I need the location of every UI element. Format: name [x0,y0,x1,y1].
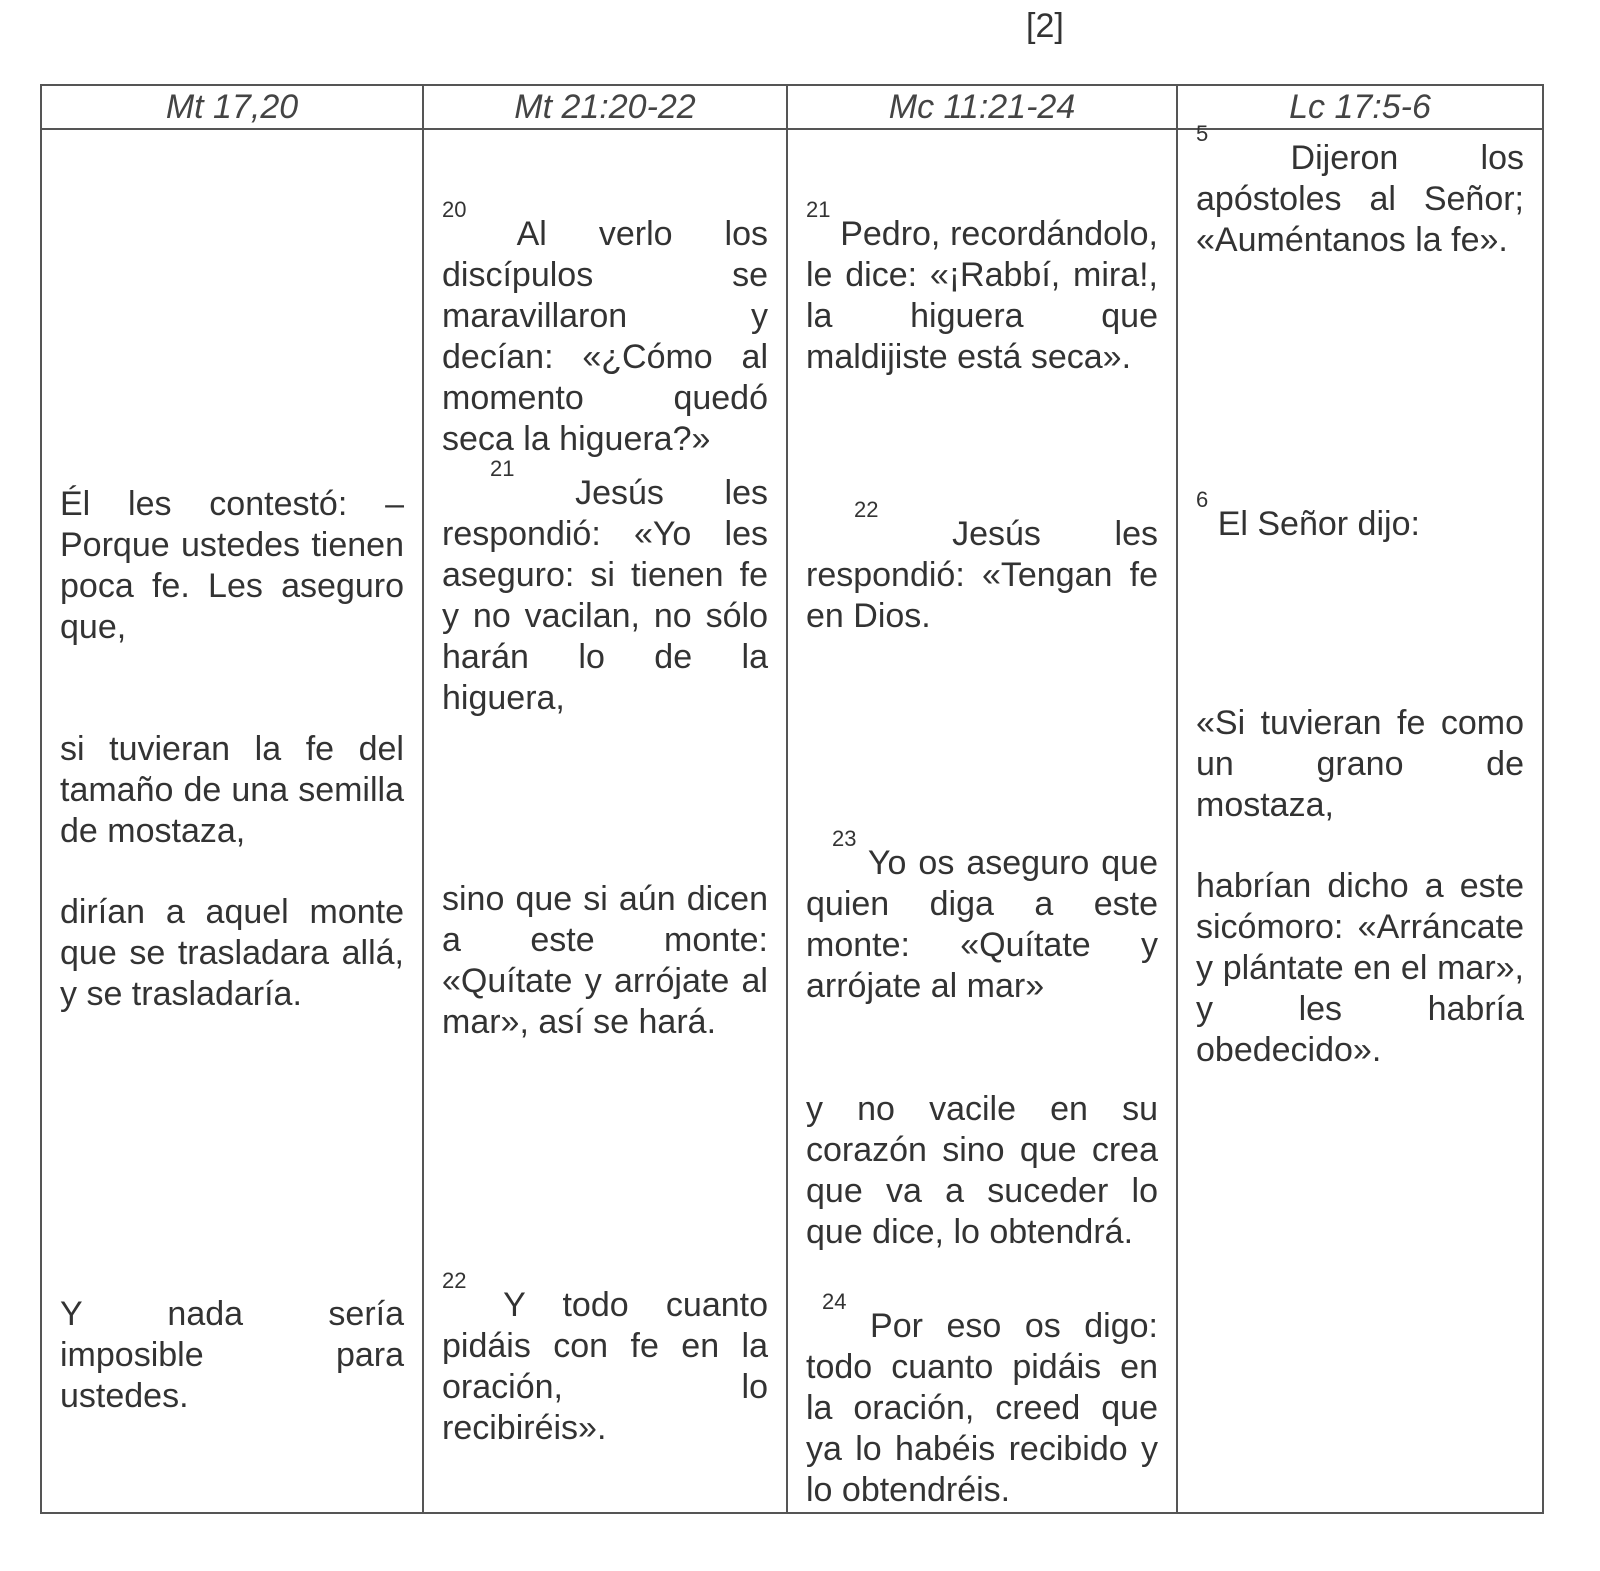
column-heading-lc17: Lc 17:5-6 [1289,88,1431,126]
passage-block: Él les contestó: – Porque ustedes tienen poca fe. Les aseguro que, [60,485,404,646]
passage-block: habrían dicho a este sicómoro: «Arráncate y plántate en el mar», y les habría obedecido». [1196,867,1524,1069]
verse-text: Y todo cuanto pidáis con fe en la oración, lo recibiréis». [442,1286,768,1447]
passage-block [1196,121,1525,261]
passage-block [442,456,769,719]
column-heading-mt21: Mt 21:20-22 [514,88,696,126]
column-divider [422,86,424,1512]
verse-number: 5 [1196,121,1209,146]
passage-block: y no vacile en su corazón sino que crea que va a suceder lo que dice, lo obtendrá. [806,1090,1158,1251]
verse-number: 23 [832,826,857,851]
passage-block [806,1289,1159,1511]
passage-block: «Si tuvieran fe como un grano de mostaza, [1196,704,1524,824]
verse-text: Dijeron los apóstoles al Señor; «Auméntanos la fe». [1196,139,1525,259]
verse-text: El Señor dijo: [1217,505,1420,543]
passage-block: dirían a aquel monte que se trasladara allá, y se trasladaría. [60,893,404,1013]
passage-block: Y nada sería imposible para ustedes. [60,1295,404,1415]
column-divider [786,86,788,1512]
verse-text: Jesús les respondió: «Yo les aseguro: si tienen fe y no vacilan, no sólo harán lo de la higuera, [442,474,769,717]
verse-text: Yo os aseguro que quien diga a este monte: «Quítate y arrójate al mar» [806,844,1158,1005]
header-divider [42,128,1542,130]
passage-block [806,826,1158,1007]
column-heading-mt17: Mt 17,20 [165,88,299,126]
passage-block [442,1268,768,1449]
passage-block [1196,487,1524,545]
footnote-reference: [2] [1026,7,1064,45]
verse-number: 6 [1196,487,1209,512]
verse-text: Pedro, recordándolo, le dice: «¡Rabbí, mira!, la higuera que maldijiste está seca». [806,215,1158,376]
gospel-comparison-table [40,84,1544,1514]
column-heading-mc11: Mc 11:21-24 [888,88,1076,126]
passage-block [806,197,1158,378]
verse-text: Jesús les respondió: «Tengan fe en Dios. [806,515,1159,635]
column-divider [1176,86,1178,1512]
verse-number: 21 [490,456,515,481]
verse-text: Al verlo los discípulos se maravillaron y decían: «¿Cómo al momento quedó seca la higuera?» [442,215,768,458]
verse-number: 21 [806,197,831,222]
passage-block [806,497,1159,637]
verse-number: 22 [854,497,879,522]
verse-number: 24 [822,1289,847,1314]
verse-text: Por eso os digo: todo cuanto pidáis en la oración, creed que ya lo habéis recibido y lo obtendréis. [806,1307,1159,1509]
passage-block [442,197,768,460]
passage-block: sino que si aún dicen a este monte: «Quítate y arrójate al mar», así se hará. [442,880,768,1041]
verse-number: 20 [442,197,467,222]
verse-number: 22 [442,1268,467,1293]
passage-block: si tuvieran la fe del tamaño de una semilla de mostaza, [60,730,404,850]
